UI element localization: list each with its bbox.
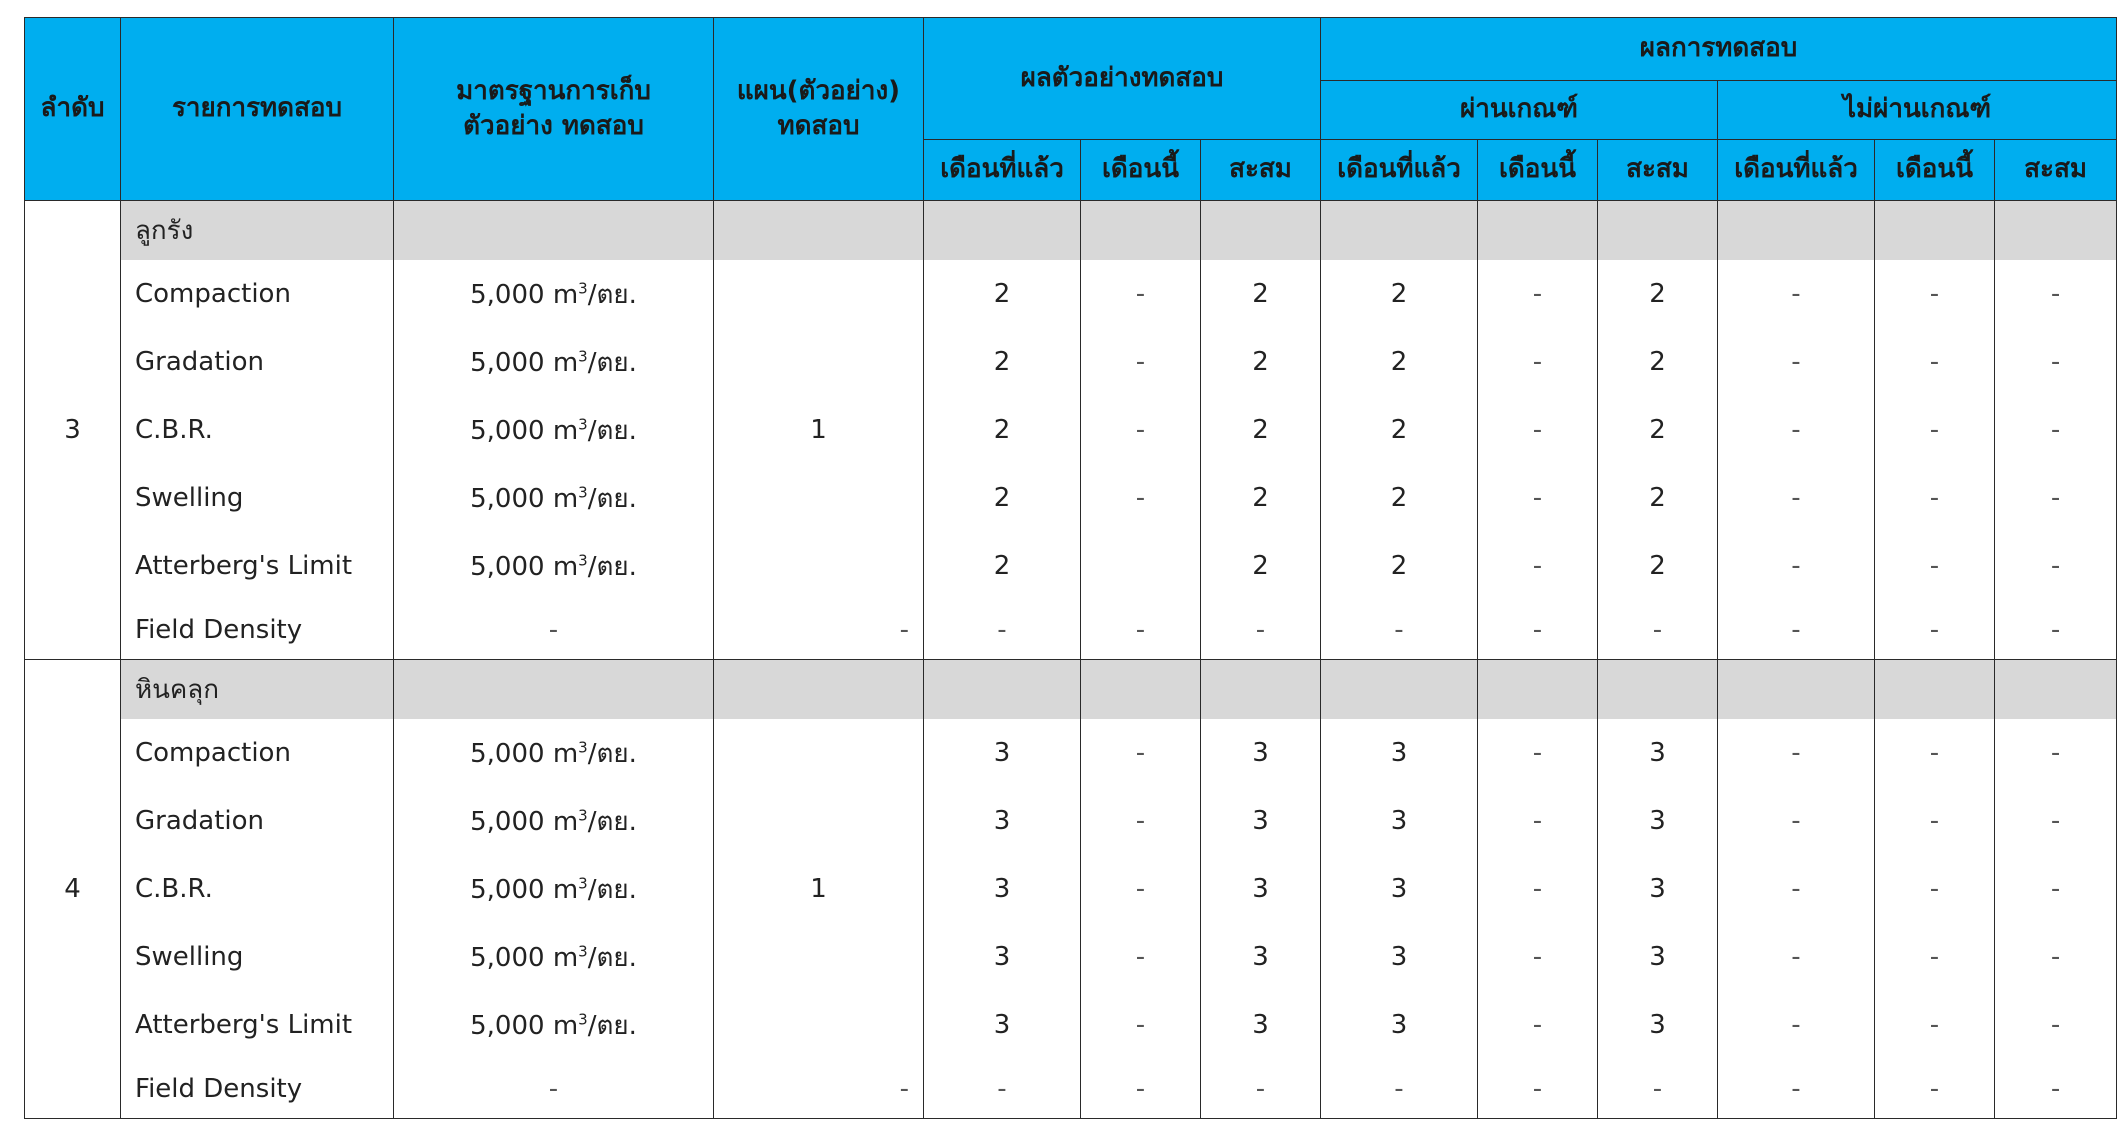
result-value: - [1478,1059,1598,1119]
test-item-name: Swelling [121,464,394,532]
result-value: - [1875,719,1995,787]
result-value: - [1875,532,1995,600]
result-value: - [1081,787,1201,855]
result-value: 3 [1321,855,1478,923]
result-value: - [1081,328,1201,396]
category-empty-cell [1201,660,1321,720]
sampling-standard: - [394,1059,714,1119]
result-value: - [924,1059,1081,1119]
result-value: - [1718,328,1875,396]
result-value: 3 [1598,923,1718,991]
result-value: - [1598,1059,1718,1119]
category-empty-cell [1718,201,1875,261]
category-empty-cell [714,201,924,261]
category-empty-cell [924,660,1081,720]
plan-count: 1 [714,260,924,600]
result-value: - [1081,600,1201,660]
result-value: 3 [1598,719,1718,787]
standard-exponent: 3 [578,873,588,892]
result-value: - [1081,855,1201,923]
plan-count: - [714,1059,924,1119]
header-fail: ไม่ผ่านเกณฑ์ [1718,81,2117,140]
subheader-cumulative: สะสม [1201,140,1321,201]
test-item-name: Swelling [121,923,394,991]
standard-volume: 5,000 m [470,279,579,310]
result-value: - [1718,464,1875,532]
result-value: - [1718,396,1875,464]
result-value: 3 [1321,787,1478,855]
standard-volume: 5,000 m [470,415,579,446]
result-value: 2 [1201,260,1321,328]
result-value: - [1875,260,1995,328]
result-value: - [1081,464,1201,532]
result-value: 2 [1321,464,1478,532]
sampling-standard [394,328,714,396]
result-value: 3 [924,787,1081,855]
result-value: 2 [1201,396,1321,464]
standard-exponent: 3 [578,550,588,569]
result-value: 2 [924,464,1081,532]
result-value: - [1081,396,1201,464]
table-row [25,855,2117,923]
result-value: 2 [1598,260,1718,328]
result-value: - [1201,600,1321,660]
result-value: - [1875,923,1995,991]
result-value: - [1875,328,1995,396]
sampling-standard [394,532,714,600]
standard-volume: 5,000 m [470,1010,579,1041]
result-value: 3 [1201,719,1321,787]
table-row [25,328,2117,396]
result-value: - [1995,1059,2117,1119]
result-value: - [1201,1059,1321,1119]
category-empty-cell [1875,660,1995,720]
category-empty-cell [1321,201,1478,261]
result-value: 2 [1321,532,1478,600]
result-value: - [1321,1059,1478,1119]
test-item-name: Field Density [121,600,394,660]
result-value: 3 [1321,923,1478,991]
result-value: 2 [1201,464,1321,532]
subheader-last-month: เดือนที่แล้ว [1321,140,1478,201]
result-value: 3 [1201,923,1321,991]
category-empty-cell [1201,201,1321,261]
category-empty-cell [1478,660,1598,720]
category-empty-cell [1995,660,2117,720]
category-empty-cell [924,201,1081,261]
result-value: - [1598,600,1718,660]
category-empty-cell [394,201,714,261]
result-value: - [1995,787,2117,855]
test-results-table [24,17,2117,1119]
header-item: รายการทดสอบ [121,18,394,201]
standard-unit: /ตย. [587,942,637,973]
result-value: 2 [1598,328,1718,396]
standard-volume: 5,000 m [470,483,579,514]
result-value: - [1478,328,1598,396]
test-item-name: C.B.R. [121,855,394,923]
table-row [25,260,2117,328]
standard-exponent: 3 [578,482,588,501]
standard-unit: /ตย. [587,1010,637,1041]
result-value: - [1718,991,1875,1059]
result-value: - [1478,600,1598,660]
test-item-name: Gradation [121,328,394,396]
table-row [25,1059,2117,1119]
standard-volume: 5,000 m [470,551,579,582]
standard-volume: 5,000 m [470,806,579,837]
standard-unit: /ตย. [587,347,637,378]
sampling-standard [394,719,714,787]
result-value: - [1478,464,1598,532]
sampling-standard [394,396,714,464]
result-value: - [1081,991,1201,1059]
result-value: - [1995,396,2117,464]
category-empty-cell [1995,201,2117,261]
result-value: - [1875,787,1995,855]
subheader-this-month: เดือนนี้ [1478,140,1598,201]
result-value: 2 [1201,328,1321,396]
result-value: - [1995,991,2117,1059]
result-value: - [1718,1059,1875,1119]
sampling-standard [394,464,714,532]
category-empty-cell [1598,660,1718,720]
result-value: - [1478,719,1598,787]
result-value: - [1478,532,1598,600]
table-row [25,600,2117,660]
result-value: 3 [924,719,1081,787]
result-value: 2 [1598,396,1718,464]
result-value: 3 [1598,991,1718,1059]
result-value: - [1478,855,1598,923]
standard-volume: 5,000 m [470,874,579,905]
test-item-name: Compaction [121,260,394,328]
sampling-standard [394,260,714,328]
result-value: 3 [1201,991,1321,1059]
result-value: 3 [1201,855,1321,923]
result-value: - [924,600,1081,660]
table-row [25,464,2117,532]
result-value: 2 [1598,532,1718,600]
subheader-cumulative: สะสม [1598,140,1718,201]
category-empty-cell [1478,201,1598,261]
test-item-name: Field Density [121,1059,394,1119]
test-item-name: Gradation [121,787,394,855]
subheader-cumulative: สะสม [1995,140,2117,201]
subheader-last-month: เดือนที่แล้ว [924,140,1081,201]
result-value: 3 [924,855,1081,923]
result-value: 2 [1321,260,1478,328]
result-value: - [1995,855,2117,923]
standard-exponent: 3 [578,278,588,297]
result-value: - [1875,1059,1995,1119]
result-value: - [1081,1059,1201,1119]
result-value: 2 [924,532,1081,600]
category-empty-cell [1598,201,1718,261]
category-name: ลูกรัง [121,201,394,261]
result-value: - [1081,923,1201,991]
result-value: - [1875,396,1995,464]
result-value: - [1081,719,1201,787]
result-value: - [1478,396,1598,464]
category-name: หินคลุก [121,660,394,720]
result-value: - [1718,600,1875,660]
result-value: - [1995,719,2117,787]
plan-count: 1 [714,719,924,1059]
result-value: - [1081,260,1201,328]
standard-unit: /ตย. [587,806,637,837]
standard-volume: 5,000 m [470,942,579,973]
result-value: - [1478,260,1598,328]
result-value: - [1718,787,1875,855]
result-value: - [1875,600,1995,660]
category-empty-cell [394,660,714,720]
category-row [25,201,2117,261]
result-value: 3 [1598,787,1718,855]
header-results: ผลการทดสอบ [1321,18,2117,81]
result-value: 3 [924,991,1081,1059]
standard-exponent: 3 [578,414,588,433]
category-empty-cell [1081,201,1201,261]
result-value: - [1995,328,2117,396]
result-value: - [1995,260,2117,328]
sampling-standard [394,991,714,1059]
result-value [1081,532,1201,600]
result-value: 3 [924,923,1081,991]
result-value: 2 [1598,464,1718,532]
result-value: 2 [924,396,1081,464]
result-value: - [1995,600,2117,660]
result-value: - [1995,532,2117,600]
sampling-standard [394,787,714,855]
standard-unit: /ตย. [587,551,637,582]
result-value: - [1995,923,2117,991]
result-value: - [1321,600,1478,660]
result-value: 2 [1321,396,1478,464]
standard-exponent: 3 [578,805,588,824]
result-value: - [1718,855,1875,923]
result-value: - [1995,464,2117,532]
subheader-this-month: เดือนนี้ [1875,140,1995,201]
result-value: 2 [924,328,1081,396]
result-value: 3 [1321,991,1478,1059]
standard-unit: /ตย. [587,738,637,769]
table-row [25,532,2117,600]
result-value: 3 [1201,787,1321,855]
result-value: 3 [1321,719,1478,787]
sampling-standard: - [394,600,714,660]
subheader-this-month: เดือนนี้ [1081,140,1201,201]
table-header [25,18,2117,201]
header-pass: ผ่านเกณฑ์ [1321,81,1718,140]
standard-volume: 5,000 m [470,738,579,769]
test-item-name: Atterberg's Limit [121,532,394,600]
result-value: - [1875,464,1995,532]
standard-unit: /ตย. [587,874,637,905]
standard-exponent: 3 [578,346,588,365]
result-value: 3 [1598,855,1718,923]
result-value: - [1478,991,1598,1059]
sampling-standard [394,855,714,923]
table-row [25,923,2117,991]
table-body [25,201,2117,1119]
category-empty-cell [1321,660,1478,720]
test-item-name: C.B.R. [121,396,394,464]
result-value: 2 [1321,328,1478,396]
plan-count: - [714,600,924,660]
test-item-name: Atterberg's Limit [121,991,394,1059]
standard-unit: /ตย. [587,483,637,514]
result-value: - [1718,923,1875,991]
header-samples: ผลตัวอย่างทดสอบ [924,18,1321,140]
result-value: - [1875,991,1995,1059]
table-row [25,719,2117,787]
sampling-standard [394,923,714,991]
result-value: - [1478,787,1598,855]
category-empty-cell [1875,201,1995,261]
result-value: - [1718,719,1875,787]
group-number: 3 [25,201,121,660]
standard-exponent: 3 [578,1009,588,1028]
category-empty-cell [1081,660,1201,720]
result-value: - [1718,260,1875,328]
standard-unit: /ตย. [587,279,637,310]
header-standard: มาตรฐานการเก็บตัวอย่าง ทดสอบ [394,18,714,201]
table-row [25,787,2117,855]
category-empty-cell [1718,660,1875,720]
standard-unit: /ตย. [587,415,637,446]
result-value: 2 [924,260,1081,328]
header-plan: แผน(ตัวอย่าง) ทดสอบ [714,18,924,201]
test-item-name: Compaction [121,719,394,787]
category-row [25,660,2117,720]
result-value: - [1718,532,1875,600]
standard-exponent: 3 [578,737,588,756]
table-row [25,396,2117,464]
result-value: - [1875,855,1995,923]
table-row [25,991,2117,1059]
standard-exponent: 3 [578,941,588,960]
subheader-last-month: เดือนที่แล้ว [1718,140,1875,201]
standard-volume: 5,000 m [470,347,579,378]
header-no: ลำดับ [25,18,121,201]
category-empty-cell [714,660,924,720]
result-value: 2 [1201,532,1321,600]
result-value: - [1478,923,1598,991]
group-number: 4 [25,660,121,1119]
